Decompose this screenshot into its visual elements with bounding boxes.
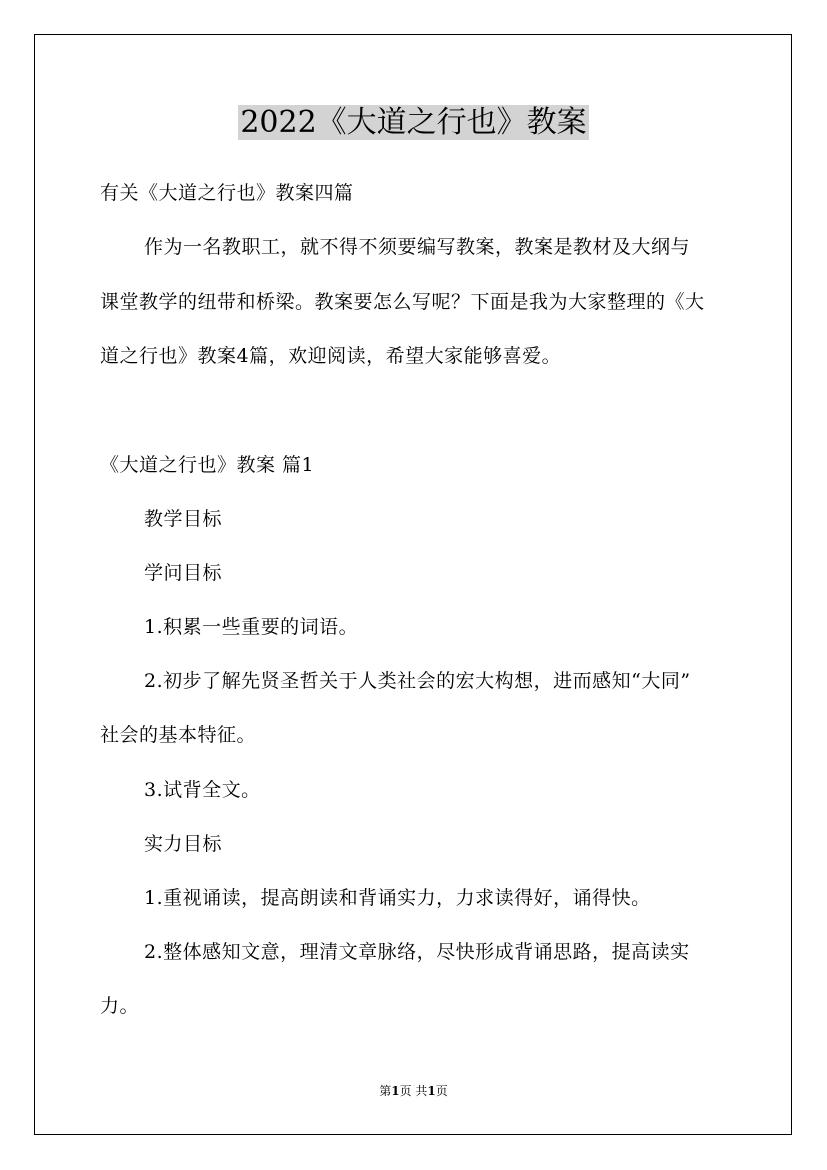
page-footer [0,1082,827,1100]
footer-page-number: 1 [391,1084,400,1098]
footer-suffix: 页 [435,1084,448,1098]
subtitle-line: 有关《大道之行也》教案四篇 [100,182,354,204]
section-heading: 《大道之行也》教案 篇1 [100,454,315,476]
list-item: 3.试背全文。 [144,779,261,801]
paragraph-line: 学问目标 [144,562,223,584]
footer-prefix: 第 [379,1084,392,1098]
list-item: 1.积累一些重要的词语。 [144,616,359,638]
list-item: 2.整体感知文意，理清文章脉络，尽快形成背诵思路，提高读实 [144,941,690,963]
paragraph-line: 实力目标 [144,833,223,855]
paragraph-line: 作为一名教职工，就不得不须要编写教案，教案是教材及大纲与 [144,236,691,258]
paragraph-line: 课堂教学的纽带和桥梁。教案要怎么写呢？下面是我为大家整理的《大 [100,291,705,313]
list-item: 2.初步了解先贤圣哲关于人类社会的宏大构想，进而感知“大同” [144,670,691,692]
document-title-text: 2022《大道之行也》教案 [240,105,587,140]
list-item-continuation: 社会的基本特征。 [100,724,257,746]
footer-total-pages: 1 [427,1084,436,1098]
paragraph-line: 道之行也》教案4篇，欢迎阅读，希望大家能够喜爱。 [100,345,562,367]
list-item-continuation: 力。 [100,995,140,1017]
footer-mid: 页 共 [399,1084,428,1098]
list-item: 1.重视诵读，提高朗读和背诵实力，力求读得好，诵得快。 [144,887,651,909]
document-title [0,100,827,146]
paragraph-line: 教学目标 [144,508,223,530]
